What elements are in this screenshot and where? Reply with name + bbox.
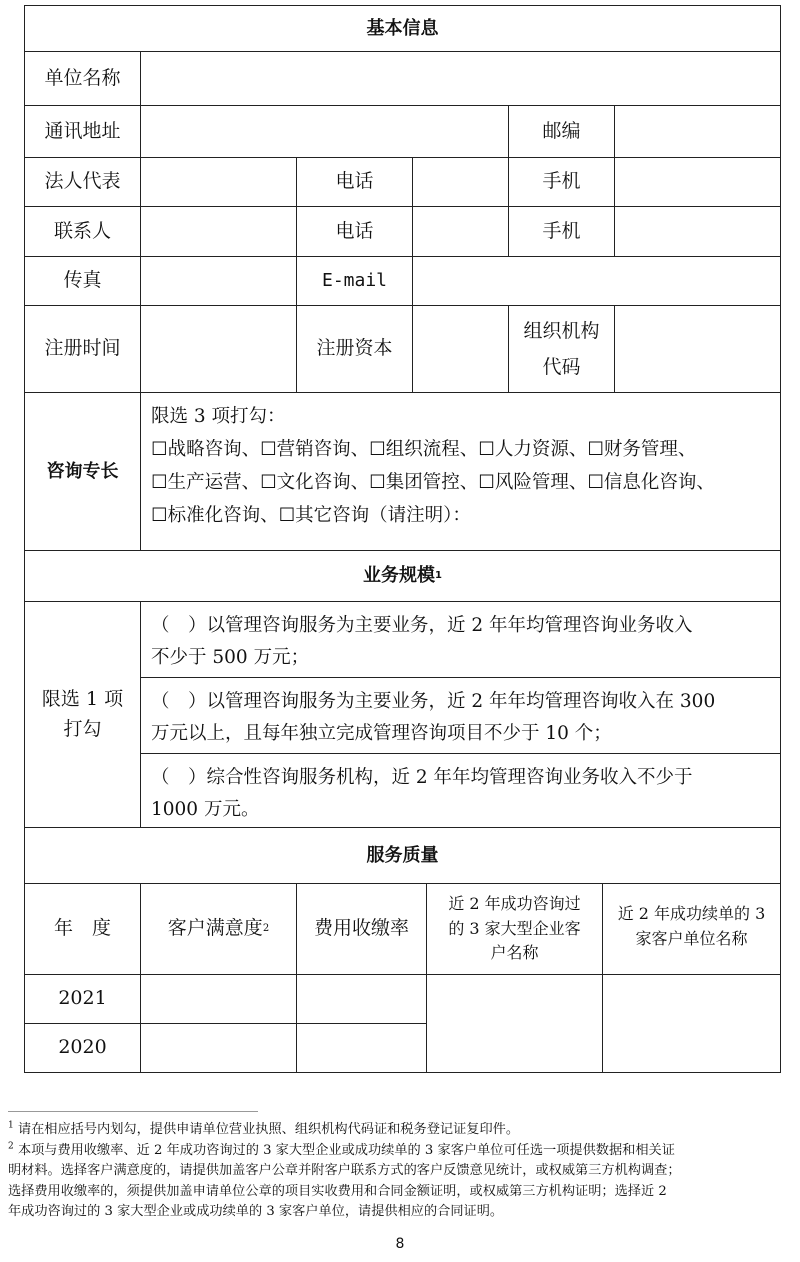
scale-option-1-line1: （ ）以管理咨询服务为主要业务，近 2 年年均管理咨询业务收入 [151, 615, 693, 636]
expertise-label: 咨询专长 [24, 392, 141, 551]
legal-rep-field[interactable] [140, 157, 297, 207]
expertise-instruction: 限选 3 项打勾： [151, 406, 286, 427]
unit-name-field[interactable] [140, 51, 781, 106]
email-field[interactable] [412, 256, 781, 306]
legal-rep-label: 法人代表 [24, 157, 141, 207]
contact-label: 联系人 [24, 206, 141, 257]
col-fee-rate: 费用收缴率 [296, 883, 427, 975]
col-renewal-clients-line1: 近 2 年成功续单的 3 [617, 904, 766, 923]
expertise-line-3[interactable]: ☐标准化咨询、☐其它咨询（请注明）： [151, 504, 471, 526]
year-cell-2021: 2021 [24, 974, 141, 1024]
postcode-label: 邮编 [508, 105, 615, 158]
org-code-field[interactable] [614, 305, 781, 393]
col-year: 年 度 [24, 883, 141, 975]
expertise-line-2[interactable]: ☐生产运营、☐文化咨询、☐集团管控、☐风险管理、☐信息化咨询、 [151, 471, 715, 493]
contact-field[interactable] [140, 206, 297, 257]
fee-rate-2020[interactable] [296, 1023, 427, 1073]
email-label: E-mail [296, 256, 413, 306]
footnote-divider [8, 1111, 258, 1112]
scale-select-label-line1: 限选 1 项 [41, 688, 124, 711]
footnote-1-number: 1 [8, 1120, 14, 1131]
footnote-2-line2: 明材料。选择客户满意度的，请提供加盖客户公章并附客户联系方式的客户反馈意见统计，或权威第三方机构调查； [8, 1163, 681, 1179]
legal-rep-mobile-label: 手机 [508, 157, 615, 207]
contact-phone-field[interactable] [412, 206, 509, 257]
scale-option-2-line2: 万元以上，且每年独立完成管理咨询项目不少于 10 个； [151, 722, 612, 744]
org-code-label [508, 305, 615, 393]
footnote-1 [8, 1120, 794, 1140]
reg-time-label: 注册时间 [24, 305, 141, 393]
page-number: 8 [395, 1236, 405, 1252]
contact-mobile-field[interactable] [614, 206, 781, 257]
reg-time-field[interactable] [140, 305, 297, 393]
col-renewal-clients-line2: 家客户单位名称 [635, 928, 748, 948]
scale-select-label-line2: 打勾 [63, 717, 102, 740]
scale-option-3-line2: 1000 万元。 [151, 798, 260, 820]
legal-rep-phone-label: 电话 [296, 157, 413, 207]
satisfaction-2021[interactable] [140, 974, 297, 1024]
scale-option-3[interactable] [140, 753, 781, 828]
basic-info-header: 基本信息 [24, 5, 781, 52]
contact-mobile-label: 手机 [508, 206, 615, 257]
postcode-field[interactable] [614, 105, 781, 158]
address-field[interactable] [140, 105, 509, 158]
footnote-1-text: 请在相应括号内划勾，提供申请单位营业执照、组织机构代码证和税务登记证复印件。 [17, 1122, 520, 1137]
reg-capital-field[interactable] [412, 305, 509, 393]
unit-name-label: 单位名称 [24, 51, 141, 106]
legal-rep-phone-field[interactable] [412, 157, 509, 207]
org-code-label-line2: 代码 [542, 356, 581, 378]
fax-label: 传真 [24, 256, 141, 306]
col-renewal-clients [602, 883, 781, 975]
year-cell-2020: 2020 [24, 1023, 141, 1073]
footnote-2-number: 2 [8, 1141, 14, 1152]
footnote-2-line4: 年成功咨询过的 3 家大型企业或成功续单的 3 家客户单位，请提供相应的合同证明。 [8, 1204, 504, 1220]
fee-rate-2021[interactable] [296, 974, 427, 1024]
col-satisfaction: 客户满意度 2 [140, 883, 297, 975]
scale-option-2-line1: （ ）以管理咨询服务为主要业务，近 2 年年均管理咨询收入在 300 [151, 691, 716, 712]
col-major-clients-line3: 户名称 [490, 943, 539, 963]
footnote-2 [8, 1141, 794, 1223]
expertise-line-1[interactable]: ☐战略咨询、☐营销咨询、☐组织流程、☐人力资源、☐财务管理、 [151, 438, 697, 460]
scale-option-1-line2: 不少于 500 万元； [151, 646, 310, 668]
scale-select-label [24, 601, 141, 828]
address-label: 通讯地址 [24, 105, 141, 158]
col-major-clients-line1: 近 2 年成功咨询过 [448, 893, 581, 913]
satisfaction-2020[interactable] [140, 1023, 297, 1073]
reg-capital-label: 注册资本 [296, 305, 413, 393]
org-code-label-line1: 组织机构 [523, 319, 600, 342]
major-clients-field[interactable] [426, 974, 603, 1073]
scale-option-1[interactable] [140, 601, 781, 678]
scale-option-2[interactable] [140, 677, 781, 754]
footnote-2-line3: 选择费用收缴率的，须提供加盖申请单位公章的项目实收费用和合同金额证明，或权威第三方机构证明；选择近 2 [8, 1183, 667, 1199]
service-quality-header: 服务质量 [24, 827, 781, 884]
expertise-options[interactable] [140, 392, 781, 551]
col-major-clients-line2: 的 3 家大型企业客 [448, 918, 581, 938]
col-major-clients [426, 883, 603, 975]
business-scale-header: 业务规模 1 [24, 550, 781, 602]
fax-field[interactable] [140, 256, 297, 306]
footnote-2-line1: 本项与费用收缴率、近 2 年成功咨询过的 3 家大型企业或成功续单的 3 家客户单位可任选一项提供数据和相关证 [17, 1143, 675, 1158]
scale-option-3-line1: （ ）综合性咨询服务机构，近 2 年年均管理咨询业务收入不少于 [151, 767, 693, 788]
contact-phone-label: 电话 [296, 206, 413, 257]
renewal-clients-field[interactable] [602, 974, 781, 1073]
legal-rep-mobile-field[interactable] [614, 157, 781, 207]
